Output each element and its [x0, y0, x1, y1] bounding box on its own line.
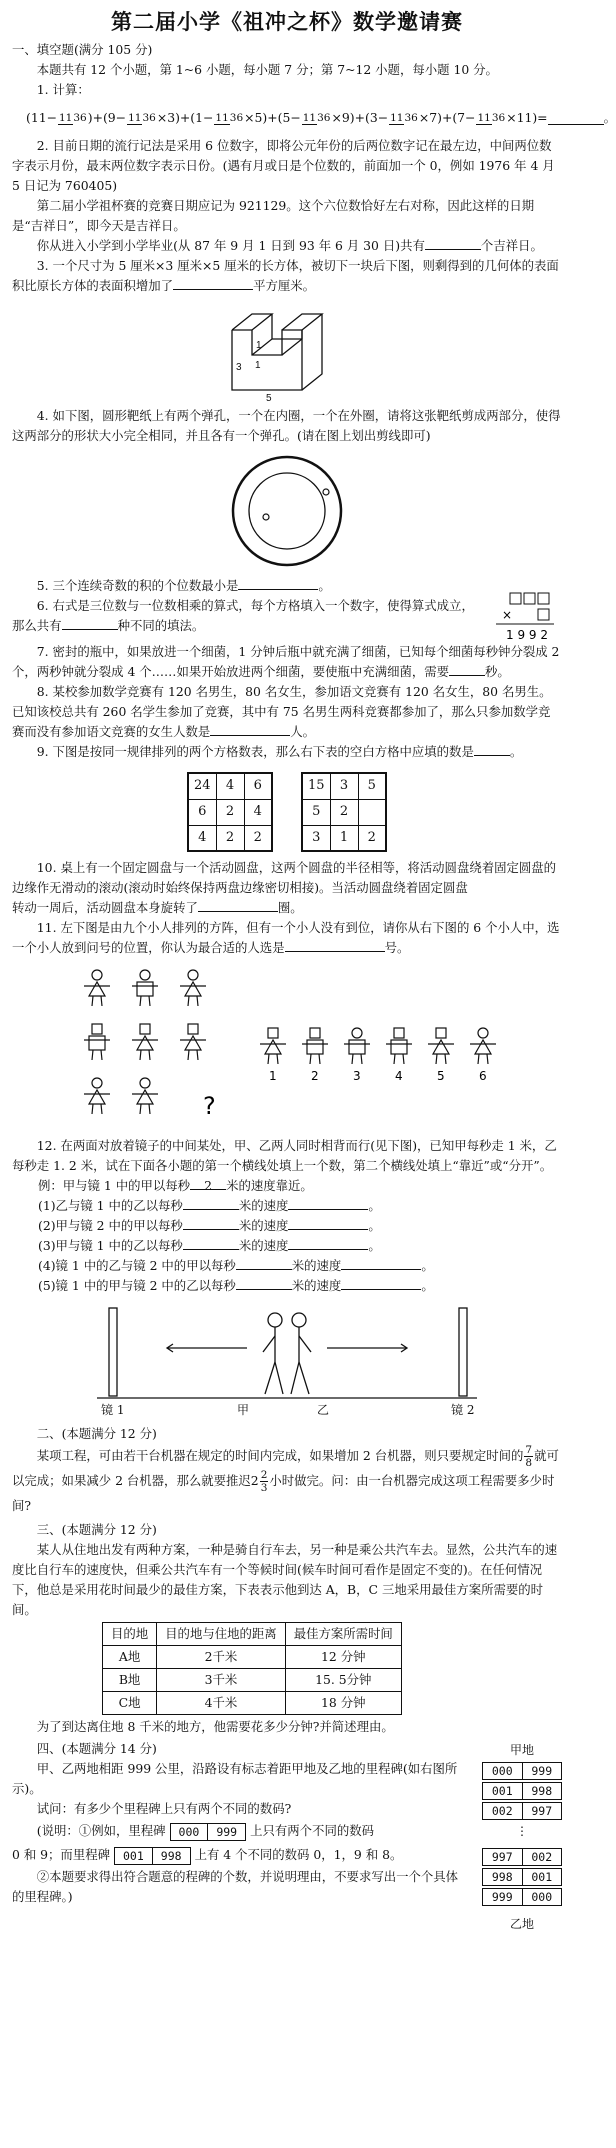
frac1-den: 8	[525, 1457, 533, 1469]
q2-text-b: 个吉祥日。	[480, 238, 543, 253]
q12-item-text: (5)镜 1 中的甲与镜 2 中的乙以每秒	[38, 1278, 236, 1293]
ms1-b: 999	[216, 1824, 238, 1839]
table-cell: 3千米	[157, 1669, 286, 1692]
fig-label-3: 3	[236, 362, 242, 373]
q12-item-text: (3)甲与镜 1 中的乙以每秒	[38, 1238, 183, 1253]
q11-text-b: 号。	[384, 940, 410, 955]
q1-term: ×7)+(7−	[418, 110, 476, 125]
q10-text-2	[12, 898, 562, 918]
q12-example-a: 例：甲与镜 1 中的甲以每秒	[38, 1178, 191, 1193]
q12-item-end: 。	[421, 1278, 434, 1293]
table-header: 目的地	[103, 1623, 157, 1646]
q12-item	[12, 1196, 562, 1216]
inner-bullet-hole	[263, 514, 269, 520]
q12-example-b: 米的速度靠近。	[226, 1178, 313, 1193]
grid-cell: 1	[330, 825, 358, 851]
q9-grids	[12, 772, 562, 852]
stick-figures	[47, 962, 527, 1132]
q3-text-a: 3. 一个尺寸为 5 厘米×3 厘米×5 厘米的长方体，被切下一块后下图，则剩得到的几何体的表面积比原长方体的表面积增加了	[12, 258, 559, 293]
q1-term: ×5)+(5−	[244, 110, 301, 125]
milestone: 999 000	[482, 1888, 562, 1906]
stick-person	[260, 1028, 286, 1064]
q3-text-b: 平方厘米。	[253, 278, 316, 293]
best-time-table	[102, 1622, 402, 1715]
table-cell: 4千米	[157, 1692, 286, 1715]
grid-blank-cell[interactable]	[358, 799, 386, 825]
vertical-dots: ⋮	[516, 1824, 528, 1838]
q1-answer-blank[interactable]	[548, 111, 604, 125]
stick-person	[132, 970, 158, 1006]
q10-text	[12, 858, 562, 898]
section-1	[12, 40, 616, 1420]
multiplication-figure	[488, 590, 558, 646]
q12-item	[12, 1236, 562, 1256]
q12-item-text: (2)甲与镜 2 中的甲以每秒	[38, 1218, 183, 1233]
table-cell: A地	[103, 1646, 157, 1669]
grid-row	[188, 799, 272, 825]
section-3	[12, 1520, 562, 1737]
q2-text-a: 你从进入小学到小学毕业(从 87 年 9 月 1 日到 93 年 6 月 30 日)共有	[36, 238, 425, 253]
q1-fraction: 1136	[477, 111, 506, 124]
choice-label: 2	[311, 1069, 319, 1083]
milestone-example-1	[170, 1823, 247, 1841]
milestone: 002 997	[482, 1802, 562, 1820]
q9-text-b: 。	[509, 744, 523, 759]
grid-cell: 5	[302, 799, 330, 825]
grid-row	[188, 825, 272, 851]
q1-tail: 。	[603, 110, 616, 125]
yi-label: 乙	[317, 1403, 330, 1417]
section-2-text	[12, 1444, 562, 1518]
q12-example	[12, 1176, 562, 1196]
q12-item-end: 。	[368, 1198, 381, 1213]
q1-fraction: 1136	[128, 111, 156, 124]
q9-text-a: 9. 下图是按同一规律排列的两个方格数表，那么右下表的空白方格中应填的数是	[36, 744, 474, 759]
q10-text-c: 圈。	[277, 900, 303, 915]
stick-person	[386, 1028, 412, 1064]
s2-text-b: 就可以完成；如果减少 2 台机器，那么就要推迟	[12, 1448, 559, 1488]
page-title: 第二届小学《祖冲之杯》数学邀请赛	[111, 9, 463, 34]
table-cell: 2千米	[157, 1646, 286, 1669]
q12-item-mid: 米的速度	[238, 1218, 289, 1233]
table-row	[103, 1669, 402, 1692]
q7-text-b: 秒。	[485, 664, 510, 679]
fig-label-1a: 1	[256, 340, 262, 351]
q5-text	[12, 576, 562, 596]
fraction-7-8	[524, 1444, 533, 1469]
section-1-intro: 本题共有 12 个小题，第 1~6 小题，每小题 7 分；第 7~12 小题，每小题 10 分。	[36, 62, 498, 77]
choice-label: 1	[269, 1069, 277, 1083]
q5-answer-blank[interactable]	[238, 576, 318, 590]
stick-person	[428, 1028, 454, 1064]
grid-row	[302, 773, 386, 799]
q1-term: ×11)=	[506, 110, 548, 125]
ms2-b: 998	[160, 1848, 182, 1863]
q8-text	[12, 682, 562, 742]
table-cell: 18 分钟	[285, 1692, 401, 1715]
stick-person	[180, 970, 206, 1006]
q5-text-a: 5. 三个连续奇数的积的个位数最小是	[36, 578, 239, 593]
q12-text: 12. 在两面对放着镜子的中间某处，甲、乙两人同时相背而行(见下图)，已知甲每秒走 1 米，乙每秒走 1. 2 米，试在下面各小题的第一个横线处填上一个数，第二个横线处填上“靠近”或“分开”。	[12, 1138, 557, 1173]
section-3-question: 为了到达离住地 8 千米的地方，他需要花多少分钟?并简述理由。	[36, 1719, 394, 1734]
s4-explain-d: 上有 4 个不同的数码 0，1，9 和 8。	[194, 1847, 403, 1862]
section-4-explain-3: ②本题要求得出符合题意的程碑的个数，并说明理由，不要求写出一个个具体的里程碑。)	[12, 1869, 459, 1904]
q12-item-mid: 米的速度	[291, 1278, 342, 1293]
frac2-den: 3	[260, 1482, 268, 1494]
q12-item-mid: 米的速度	[291, 1258, 342, 1273]
milestone: 998 001	[482, 1868, 562, 1886]
q6-text-a: 6. 右式是三位数与一位数相乘的算式，每个方格填入一个数字，使得算式成立，那么共有	[12, 598, 474, 633]
stick-person	[470, 1028, 496, 1064]
section-2	[12, 1424, 562, 1518]
q12-item-end: 。	[421, 1258, 434, 1273]
stick-person	[84, 1024, 110, 1060]
stick-person	[132, 1078, 158, 1114]
q6-text	[12, 596, 562, 636]
q1-term: (11−	[26, 110, 57, 125]
s4-explain-c: 0 和 9；而里程碑	[12, 1847, 110, 1862]
s4-explain-b: 上只有两个不同的数码	[250, 1823, 375, 1838]
ms1-a: 000	[171, 1824, 209, 1840]
q11-text-a: 11. 左下图是由九个小人排列的方阵，但有一个小人没有到位，请你从右下图的 6 个小人中，选一个小人放到问号的位置，你认为最合适的人选是	[12, 920, 560, 955]
q12-direction-blank[interactable]	[288, 1236, 368, 1250]
grid-cell: 5	[358, 773, 386, 799]
fraction-2-3	[260, 1469, 269, 1494]
q8-answer-blank[interactable]	[210, 722, 290, 736]
table-cell: 12 分钟	[285, 1646, 401, 1669]
q10-text-a: 10. 桌上有一个固定圆盘与一个活动圆盘，这两个圆盘的半径相等，将活动圆盘绕着固定圆盘的边缘作无滑动的滚动(滚动时始终保持两盘边缘密切相接)。当活动圆盘绕着固定圆盘	[12, 860, 557, 895]
stick-person	[132, 1024, 158, 1060]
q1-fraction: 1136	[390, 111, 418, 124]
q12-direction-blank[interactable]	[341, 1276, 421, 1290]
q8-text-b: 人。	[290, 724, 316, 739]
grid-left	[187, 772, 273, 852]
q12-direction-blank[interactable]	[288, 1216, 368, 1230]
s4-explain-a: (说明：①例如，里程碑	[36, 1823, 166, 1838]
grid-cell: 4	[244, 799, 272, 825]
grid-cell: 2	[216, 825, 244, 851]
question-mark: ?	[203, 1092, 216, 1120]
section-4-text: 甲、乙两地相距 999 公里，沿路设有标志着距甲地及乙地的里程碑(如右图所示)。	[12, 1761, 458, 1796]
stick-person	[344, 1028, 370, 1064]
table-row	[103, 1646, 402, 1669]
q1-term: ×3)+(1−	[156, 110, 214, 125]
grid-cell: 2	[244, 825, 272, 851]
q1-fraction: 1136	[302, 111, 331, 124]
q12-item-mid: 米的速度	[238, 1238, 289, 1253]
mixed-whole: 2	[250, 1473, 259, 1488]
ms2-a: 001	[115, 1848, 153, 1864]
q9-answer-blank[interactable]	[474, 742, 510, 756]
q10-text-b: 转动一周后，活动圆盘本身旋转了	[12, 900, 198, 915]
jia-label: 甲	[237, 1403, 250, 1417]
q12-direction-blank[interactable]	[341, 1256, 421, 1270]
grid-right	[301, 772, 387, 852]
q8-text-a: 8. 某校参加数学竞赛有 120 名男生，80 名女生，参加语文竞赛有 120 名女生，80 名男生。已知该校总共有 260 名学生参加了竞赛，其中有 75 名男生两科竞赛都参加了，那么只参加数学竞赛而没有参加语文竞赛的女生人数是	[12, 684, 552, 739]
section-4-explain-1	[12, 1819, 466, 1843]
mirror-1-label: 镜 1	[101, 1403, 125, 1417]
q12-number-blank[interactable]	[183, 1236, 239, 1250]
fig-label-5: 5	[266, 393, 272, 404]
mirror-2-label: 镜 2	[451, 1403, 475, 1417]
q2-answer-blank[interactable]	[425, 236, 481, 250]
q2-line2: 第二届小学祖杯赛的竞赛日期应记为 921129。这个六位数恰好左右对称，因此这样的日期是“吉祥日”，即今天是吉祥日。	[12, 198, 535, 233]
q12-number-blank[interactable]	[183, 1196, 239, 1210]
q6-answer-blank[interactable]	[62, 616, 118, 630]
q12-example-value: 2	[190, 1176, 226, 1190]
q12-item-mid: 米的速度	[238, 1198, 289, 1213]
stick-person	[84, 1078, 110, 1114]
label-jia-di: 甲地	[509, 1743, 534, 1757]
q12-item-text: (4)镜 1 中的乙与镜 2 中的甲以每秒	[38, 1258, 236, 1273]
grid-cell: 2	[330, 799, 358, 825]
stick-person	[84, 970, 110, 1006]
grid-cell: 3	[330, 773, 358, 799]
q9-text	[12, 742, 562, 762]
grid-cell: 4	[188, 825, 216, 851]
milestone-example-2	[114, 1847, 191, 1865]
section-4-question: 试问：有多少个里程碑上只有两个不同的数码?	[36, 1801, 292, 1816]
fig-label-1b: 1	[255, 360, 261, 371]
choice-label: 5	[437, 1069, 445, 1083]
grid-row	[302, 825, 386, 851]
q7-text-a: 7. 密封的瓶中，如果放进一个细菌，1 分钟后瓶中就充满了细菌，已知每个细菌每秒钟分裂成 2 个，两秒钟就分裂成 4 个……如果开始放进两个细菌，要使瓶中充满细菌，需要	[12, 644, 560, 679]
q12-number-blank[interactable]	[236, 1256, 292, 1270]
q12-item-end: 。	[368, 1218, 381, 1233]
grid-cell: 24	[188, 773, 216, 799]
frac1-num: 7	[525, 1444, 533, 1456]
q7-text	[12, 642, 562, 682]
q1-term: )+(9−	[87, 110, 127, 125]
q10-answer-blank[interactable]	[198, 898, 278, 912]
q4-text: 4. 如下图，圆形靶纸上有两个弹孔，一个在内圈，一个在外圈，请将这张靶纸剪成两部分，使得这两部分的形状大小完全相同，并且各有一个弹孔。(请在图上划出剪线即可)	[12, 408, 561, 443]
choice-label: 4	[395, 1069, 403, 1083]
q5-text-b: 。	[318, 578, 331, 593]
q11-text	[12, 918, 562, 958]
q12-item	[12, 1216, 562, 1236]
q11-answer-blank[interactable]	[285, 938, 385, 952]
cuboid-figure	[222, 300, 352, 402]
q6-text-b: 种不同的填法。	[117, 618, 205, 633]
stick-person	[180, 1024, 206, 1060]
grid-cell: 3	[302, 825, 330, 851]
milestone: 001 998	[482, 1782, 562, 1800]
stick-person	[302, 1028, 328, 1064]
table-cell: B地	[103, 1669, 157, 1692]
section-3-heading: 三、(本题满分 12 分)	[36, 1522, 157, 1537]
grid-cell: 6	[188, 799, 216, 825]
q12-item	[12, 1276, 562, 1296]
q3-answer-blank[interactable]	[173, 276, 253, 290]
q12-item-end: 。	[368, 1238, 381, 1253]
grid-cell: 15	[302, 773, 330, 799]
q1-fraction: 1136	[58, 111, 87, 124]
table-header: 最佳方案所需时间	[285, 1623, 401, 1646]
q12-number-blank[interactable]	[236, 1276, 292, 1290]
table-header: 目的地与住地的距离	[157, 1623, 286, 1646]
label-yi-di: 乙地	[509, 1917, 534, 1931]
choice-label: 6	[479, 1069, 487, 1083]
section-2-heading: 二、(本题满分 12 分)	[36, 1426, 157, 1441]
q12-item	[12, 1256, 562, 1276]
q2-line1: 2. 目前日期的流行记法是采用 6 位数字，即将公元年份的后两位数字记在最左边，中间两位数字表示月份，最末两位数字表示日份。(遇有月或日是个位数的，前面加一个 0，例如 1976 年 4 月 5 日记为 760405)	[12, 138, 555, 193]
grid-cell: 2	[216, 799, 244, 825]
q12-direction-blank[interactable]	[288, 1196, 368, 1210]
grid-cell: 6	[244, 773, 272, 799]
milestone: 997 002	[482, 1848, 562, 1866]
milestone: 000 999	[482, 1762, 562, 1780]
mirror-figure	[47, 1300, 527, 1420]
q2-line3	[12, 236, 562, 256]
s2-text-a: 某项工程，可由若干台机器在规定的时间内完成，如果增加 2 台机器，则只要规定时间的	[36, 1448, 524, 1463]
table-cell: C地	[103, 1692, 157, 1715]
s2-text-c: 小时做完。问：由一台机器完成这项工程需要多少时间?	[12, 1473, 555, 1513]
outer-bullet-hole	[323, 489, 329, 495]
q3-text	[12, 256, 562, 296]
grid-cell: 4	[216, 773, 244, 799]
grid-cell: 2	[358, 825, 386, 851]
milestone-figure	[478, 1740, 566, 1934]
choice-label: 3	[353, 1069, 361, 1083]
section-4-heading: 四、(本题满分 14 分)	[36, 1741, 157, 1756]
times-sign: ×	[502, 608, 513, 622]
q7-answer-blank[interactable]	[449, 662, 485, 676]
q1-label: 1. 计算：	[36, 82, 90, 97]
q12-items	[12, 1196, 562, 1296]
q1-term: ×9)+(3−	[331, 110, 389, 125]
target-figure	[222, 450, 352, 572]
table-cell: 15. 5分钟	[285, 1669, 401, 1692]
section-1-heading: 一、填空题(满分 105 分)	[12, 42, 153, 57]
frac2-num: 2	[260, 1469, 268, 1481]
q6-block	[12, 596, 562, 642]
grid-row	[188, 773, 272, 799]
section-3-text: 某人从住地出发有两种方案，一种是骑自行车去，另一种是乘公共汽车去。显然，公共汽车的速度比自行车的速度快，但乘公共汽车有一个等候时间(候车时间可看作是固定不变的)。在任何情况下，他总是采用花时间最少的最佳方案，下表表示他到达 A，B，C 三地采用最佳方案所需要的时间。	[12, 1542, 558, 1617]
grid-row	[302, 799, 386, 825]
section-4-explain-2	[12, 1843, 466, 1867]
q12-item-text: (1)乙与镜 1 中的乙以每秒	[38, 1198, 183, 1213]
table-row	[103, 1692, 402, 1715]
q12-number-blank[interactable]	[183, 1216, 239, 1230]
q1-expression	[12, 108, 616, 128]
product-result: 1 9 9 2	[506, 628, 548, 642]
q1-fraction: 1136	[215, 111, 244, 124]
